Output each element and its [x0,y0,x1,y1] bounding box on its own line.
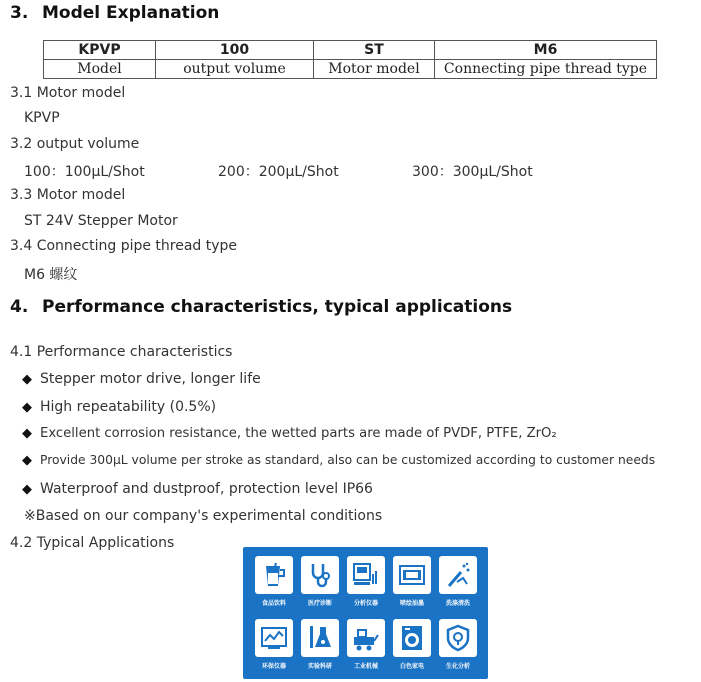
list-item [22,426,557,441]
section-4-title: Performance characteristics, typical applications [42,297,513,317]
cleaning-spray-icon [439,556,477,594]
application-label: 环保仪器 [261,663,286,670]
application-label: 分析仪器 [353,600,378,607]
application-label: 白色家电 [399,663,424,670]
application-label: 实验科研 [307,663,332,670]
list-item [22,371,261,387]
table-header-row [44,41,657,60]
bullet-text: Stepper motor drive, longer life [40,371,261,387]
subsection-3-1-heading: 3.1 Motor model [10,85,126,101]
experimental-conditions-note: ※Based on our company's experimental conditions [24,508,383,524]
subsection-4-2-heading: 4.2 Typical Applications [10,535,175,551]
motor-model-value: KPVP [24,110,60,126]
table-cell: Model [44,60,156,79]
subsection-3-3-heading: 3.3 Motor model [10,187,126,203]
subsection-4-1-heading: 4.1 Performance characteristics [10,344,233,360]
beverage-cup-icon [255,556,293,594]
typical-applications-panel [243,547,488,679]
application-label: 喷绘油墨 [399,600,424,607]
application-label: 生化分析 [445,663,470,670]
table-header-cell: 100 [156,41,314,60]
biochem-shield-icon [439,619,477,657]
volume-option-100: 100：100μL/Shot [24,164,145,180]
list-item [22,481,373,497]
section-4-heading [10,297,512,317]
list-item [22,399,216,415]
table-cell: Motor model [314,60,435,79]
table-row [44,60,657,79]
lab-flask-icon [301,619,339,657]
application-label: 医疗诊断 [307,600,332,607]
section-3-heading [10,3,219,23]
diamond-bullet-icon: ◆ [22,453,32,468]
subsection-3-4-heading: 3.4 Connecting pipe thread type [10,238,238,254]
thread-type-value: M6 螺纹 [24,267,78,283]
table-header-cell: KPVP [44,41,156,60]
bullet-text: High repeatability (0.5%) [40,399,217,415]
application-label: 洗涤清洗 [445,600,470,607]
section-4-number: 4. [10,297,29,317]
monitor-chart-icon [255,619,293,657]
bullet-text: Waterproof and dustproof, protection level IP66 [40,481,373,497]
stepper-motor-value: ST 24V Stepper Motor [24,213,178,229]
diamond-bullet-icon: ◆ [22,400,32,415]
bullet-text: Provide 300μL volume per stroke as standard, also can be customized according to customer needs [40,453,656,467]
diamond-bullet-icon: ◆ [22,426,32,441]
washing-machine-icon [393,619,431,657]
analyzer-icon [347,556,385,594]
application-label: 工业机械 [353,663,378,670]
table-header-cell: ST [314,41,435,60]
volume-option-200: 200：200μL/Shot [218,164,339,180]
volume-option-300: 300：300μL/Shot [412,164,533,180]
diamond-bullet-icon: ◆ [22,372,32,387]
industrial-machine-icon [347,619,385,657]
section-3-title: Model Explanation [42,3,220,23]
printer-icon [393,556,431,594]
table-header-cell: M6 [435,41,657,60]
subsection-3-2-heading: 3.2 output volume [10,136,140,152]
diamond-bullet-icon: ◆ [22,482,32,497]
bullet-text: Excellent corrosion resistance, the wetted parts are made of PVDF, PTFE, ZrO₂ [40,426,557,441]
stethoscope-icon [301,556,339,594]
table-cell: output volume [156,60,314,79]
application-label: 食品饮料 [261,600,286,607]
table-cell: Connecting pipe thread type [435,60,657,79]
section-3-number: 3. [10,3,29,23]
model-explanation-table [43,40,657,79]
list-item [22,453,655,468]
